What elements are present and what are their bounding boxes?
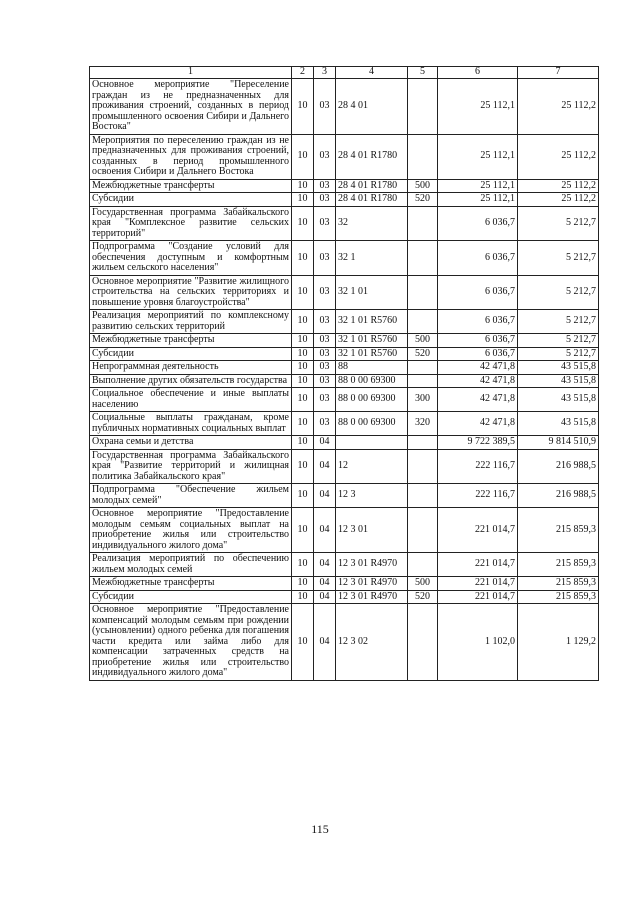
target-item-code-cell: 32 1 01 R5760 (336, 310, 408, 334)
row-name-cell: Межбюджетные трансферты (90, 179, 292, 193)
amount-year2-cell: 43 515,8 (518, 388, 599, 412)
amount-year1-cell: 9 722 389,5 (438, 436, 518, 450)
table-row (90, 577, 599, 591)
subsection-code-cell: 03 (314, 134, 336, 179)
amount-year2-cell: 43 515,8 (518, 412, 599, 436)
subsection-code-cell: 04 (314, 604, 336, 681)
expense-type-code-cell: 520 (408, 347, 438, 361)
expense-type-code-cell: 300 (408, 388, 438, 412)
section-code-cell: 10 (292, 436, 314, 450)
row-name-cell: Подпрограмма "Обеспечение жильем молодых семей" (90, 484, 292, 508)
section-code-cell: 10 (292, 334, 314, 348)
amount-year1-cell: 25 112,1 (438, 193, 518, 207)
subsection-code-cell: 03 (314, 361, 336, 375)
row-name-cell: Основное мероприятие "Переселение граждан из не предназначенных для проживания строений, созданных в период промышленного освоения Сибири и Дальнего Востока" (90, 79, 292, 135)
target-item-code-cell: 32 1 (336, 241, 408, 276)
section-code-cell: 10 (292, 206, 314, 241)
target-item-code-cell: 28 4 01 (336, 79, 408, 135)
row-name-cell: Субсидии (90, 193, 292, 207)
table-row (90, 193, 599, 207)
subsection-code-cell: 04 (314, 553, 336, 577)
table-row (90, 436, 599, 450)
subsection-code-cell: 03 (314, 374, 336, 388)
column-header: 3 (314, 67, 336, 79)
amount-year2-cell: 25 112,2 (518, 193, 599, 207)
row-name-cell: Мероприятия по переселению граждан из не предназначенных для проживания строений, созданных в период промышленного освоения Сибири и Дальнего Востока (90, 134, 292, 179)
table-row (90, 275, 599, 310)
amount-year2-cell: 5 212,7 (518, 310, 599, 334)
amount-year1-cell: 6 036,7 (438, 206, 518, 241)
row-name-cell: Государственная программа Забайкальского края "Комплексное развитие сельских территорий" (90, 206, 292, 241)
amount-year2-cell: 5 212,7 (518, 275, 599, 310)
page-number: 115 (311, 822, 329, 836)
section-code-cell: 10 (292, 374, 314, 388)
section-code-cell: 10 (292, 347, 314, 361)
target-item-code-cell: 12 3 01 R4970 (336, 577, 408, 591)
table-row (90, 361, 599, 375)
expense-type-code-cell (408, 436, 438, 450)
amount-year1-cell: 222 116,7 (438, 449, 518, 484)
subsection-code-cell: 03 (314, 412, 336, 436)
section-code-cell: 10 (292, 310, 314, 334)
amount-year2-cell: 25 112,2 (518, 134, 599, 179)
amount-year1-cell: 42 471,8 (438, 388, 518, 412)
amount-year1-cell: 6 036,7 (438, 241, 518, 276)
subsection-code-cell: 04 (314, 449, 336, 484)
amount-year2-cell: 216 988,5 (518, 484, 599, 508)
target-item-code-cell: 88 (336, 361, 408, 375)
amount-year2-cell: 43 515,8 (518, 374, 599, 388)
expense-type-code-cell: 320 (408, 412, 438, 436)
section-code-cell: 10 (292, 484, 314, 508)
table-row (90, 604, 599, 681)
amount-year2-cell: 215 859,3 (518, 553, 599, 577)
amount-year1-cell: 1 102,0 (438, 604, 518, 681)
subsection-code-cell: 03 (314, 334, 336, 348)
row-name-cell: Выполнение других обязательств государства (90, 374, 292, 388)
amount-year2-cell: 5 212,7 (518, 334, 599, 348)
target-item-code-cell: 12 3 02 (336, 604, 408, 681)
row-name-cell: Субсидии (90, 347, 292, 361)
target-item-code-cell: 12 (336, 449, 408, 484)
table-row (90, 206, 599, 241)
section-code-cell: 10 (292, 388, 314, 412)
section-code-cell: 10 (292, 577, 314, 591)
expense-type-code-cell (408, 206, 438, 241)
table-row (90, 590, 599, 604)
expense-type-code-cell (408, 508, 438, 553)
amount-year2-cell: 5 212,7 (518, 241, 599, 276)
expense-type-code-cell (408, 361, 438, 375)
table-row (90, 484, 599, 508)
column-header: 1 (90, 67, 292, 79)
amount-year1-cell: 42 471,8 (438, 361, 518, 375)
section-code-cell: 10 (292, 79, 314, 135)
subsection-code-cell: 03 (314, 310, 336, 334)
column-header: 2 (292, 67, 314, 79)
expense-type-code-cell (408, 79, 438, 135)
table-row (90, 79, 599, 135)
table-row (90, 334, 599, 348)
table-row (90, 134, 599, 179)
subsection-code-cell: 04 (314, 590, 336, 604)
row-name-cell: Межбюджетные трансферты (90, 334, 292, 348)
expense-type-code-cell: 500 (408, 334, 438, 348)
section-code-cell: 10 (292, 553, 314, 577)
amount-year2-cell: 215 859,3 (518, 508, 599, 553)
expense-type-code-cell (408, 241, 438, 276)
row-name-cell: Социальное обеспечение и иные выплаты населению (90, 388, 292, 412)
subsection-code-cell: 04 (314, 508, 336, 553)
expense-type-code-cell (408, 449, 438, 484)
amount-year1-cell: 6 036,7 (438, 334, 518, 348)
table-row (90, 241, 599, 276)
target-item-code-cell: 88 0 00 69300 (336, 374, 408, 388)
table-row (90, 508, 599, 553)
amount-year2-cell: 25 112,2 (518, 79, 599, 135)
section-code-cell: 10 (292, 134, 314, 179)
table-row (90, 412, 599, 436)
section-code-cell: 10 (292, 179, 314, 193)
row-name-cell: Государственная программа Забайкальского края "Развитие территорий и жилищная политика Забайкальского края" (90, 449, 292, 484)
expense-type-code-cell: 500 (408, 179, 438, 193)
table-row (90, 449, 599, 484)
table-row (90, 374, 599, 388)
expense-type-code-cell (408, 310, 438, 334)
row-name-cell: Социальные выплаты гражданам, кроме публичных нормативных социальных выплат (90, 412, 292, 436)
row-name-cell: Межбюджетные трансферты (90, 577, 292, 591)
subsection-code-cell: 04 (314, 436, 336, 450)
amount-year1-cell: 42 471,8 (438, 412, 518, 436)
subsection-code-cell: 03 (314, 206, 336, 241)
subsection-code-cell: 03 (314, 388, 336, 412)
expense-type-code-cell (408, 484, 438, 508)
target-item-code-cell: 28 4 01 R1780 (336, 179, 408, 193)
target-item-code-cell: 12 3 01 R4970 (336, 590, 408, 604)
target-item-code-cell: 32 (336, 206, 408, 241)
amount-year1-cell: 6 036,7 (438, 310, 518, 334)
amount-year2-cell: 25 112,2 (518, 179, 599, 193)
target-item-code-cell: 12 3 (336, 484, 408, 508)
section-code-cell: 10 (292, 241, 314, 276)
column-header: 7 (518, 67, 599, 79)
expense-type-code-cell: 520 (408, 193, 438, 207)
subsection-code-cell: 03 (314, 275, 336, 310)
subsection-code-cell: 03 (314, 193, 336, 207)
section-code-cell: 10 (292, 193, 314, 207)
table-body (90, 79, 599, 681)
amount-year1-cell: 221 014,7 (438, 577, 518, 591)
section-code-cell: 10 (292, 412, 314, 436)
target-item-code-cell (336, 436, 408, 450)
target-item-code-cell: 32 1 01 R5760 (336, 334, 408, 348)
amount-year1-cell: 6 036,7 (438, 275, 518, 310)
section-code-cell: 10 (292, 361, 314, 375)
target-item-code-cell: 32 1 01 R5760 (336, 347, 408, 361)
budget-table (89, 66, 599, 681)
amount-year2-cell: 215 859,3 (518, 590, 599, 604)
amount-year1-cell: 221 014,7 (438, 508, 518, 553)
expense-type-code-cell (408, 553, 438, 577)
table-row (90, 388, 599, 412)
expense-type-code-cell (408, 134, 438, 179)
section-code-cell: 10 (292, 275, 314, 310)
row-name-cell: Субсидии (90, 590, 292, 604)
subsection-code-cell: 04 (314, 577, 336, 591)
section-code-cell: 10 (292, 604, 314, 681)
table-row (90, 347, 599, 361)
subsection-code-cell: 03 (314, 79, 336, 135)
amount-year2-cell: 9 814 510,9 (518, 436, 599, 450)
subsection-code-cell: 04 (314, 484, 336, 508)
expense-type-code-cell (408, 604, 438, 681)
amount-year2-cell: 43 515,8 (518, 361, 599, 375)
row-name-cell: Основное мероприятие "Развитие жилищного строительства на сельских территориях и повышение уровня благоустройства" (90, 275, 292, 310)
table-row (90, 553, 599, 577)
expense-type-code-cell: 520 (408, 590, 438, 604)
table-header-row (90, 67, 599, 79)
target-item-code-cell: 88 0 00 69300 (336, 412, 408, 436)
amount-year2-cell: 216 988,5 (518, 449, 599, 484)
row-name-cell: Охрана семьи и детства (90, 436, 292, 450)
section-code-cell: 10 (292, 590, 314, 604)
target-item-code-cell: 12 3 01 (336, 508, 408, 553)
amount-year1-cell: 221 014,7 (438, 590, 518, 604)
target-item-code-cell: 28 4 01 R1780 (336, 193, 408, 207)
amount-year1-cell: 222 116,7 (438, 484, 518, 508)
column-header: 5 (408, 67, 438, 79)
column-header: 4 (336, 67, 408, 79)
amount-year2-cell: 215 859,3 (518, 577, 599, 591)
expense-type-code-cell: 500 (408, 577, 438, 591)
target-item-code-cell: 88 0 00 69300 (336, 388, 408, 412)
target-item-code-cell: 32 1 01 (336, 275, 408, 310)
expense-type-code-cell (408, 275, 438, 310)
row-name-cell: Основное мероприятие "Предоставление компенсаций молодым семьям при рождении (усыновлении) одного ребенка для погашения части кредита или займа либо для компенсации затраченных средств на приобретение жилья или строительство индивидуального жилого дома" (90, 604, 292, 681)
row-name-cell: Основное мероприятие "Предоставление молодым семьям социальных выплат на приобретение жилья или строительство индивидуального жилого дома" (90, 508, 292, 553)
amount-year2-cell: 1 129,2 (518, 604, 599, 681)
amount-year2-cell: 5 212,7 (518, 206, 599, 241)
amount-year2-cell: 5 212,7 (518, 347, 599, 361)
section-code-cell: 10 (292, 449, 314, 484)
target-item-code-cell: 28 4 01 R1780 (336, 134, 408, 179)
amount-year1-cell: 6 036,7 (438, 347, 518, 361)
subsection-code-cell: 03 (314, 347, 336, 361)
amount-year1-cell: 25 112,1 (438, 134, 518, 179)
subsection-code-cell: 03 (314, 179, 336, 193)
amount-year1-cell: 25 112,1 (438, 179, 518, 193)
target-item-code-cell: 12 3 01 R4970 (336, 553, 408, 577)
subsection-code-cell: 03 (314, 241, 336, 276)
section-code-cell: 10 (292, 508, 314, 553)
amount-year1-cell: 25 112,1 (438, 79, 518, 135)
row-name-cell: Реализация мероприятий по комплексному развитию сельских территорий (90, 310, 292, 334)
column-header: 6 (438, 67, 518, 79)
amount-year1-cell: 221 014,7 (438, 553, 518, 577)
amount-year1-cell: 42 471,8 (438, 374, 518, 388)
row-name-cell: Непрограммная деятельность (90, 361, 292, 375)
table-row (90, 179, 599, 193)
expense-type-code-cell (408, 374, 438, 388)
row-name-cell: Реализация мероприятий по обеспечению жильем молодых семей (90, 553, 292, 577)
row-name-cell: Подпрограмма "Создание условий для обеспечения доступным и комфортным жильем сельского населения" (90, 241, 292, 276)
table-row (90, 310, 599, 334)
